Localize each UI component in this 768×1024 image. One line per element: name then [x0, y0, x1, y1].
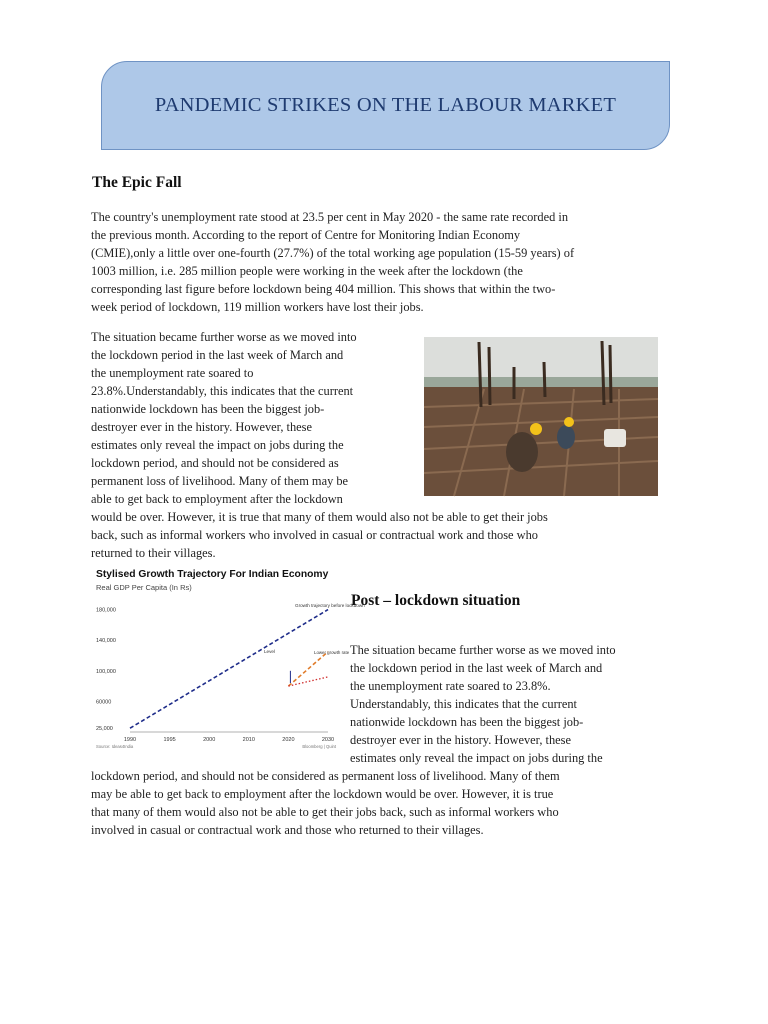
chart-footer-source: Source: Ideas4India: [96, 744, 134, 749]
text-line: destroyer ever in the history. However, these: [91, 420, 312, 434]
paragraph-epic-fall-2: [91, 328, 548, 562]
y-tick-label: 100,000: [96, 668, 116, 675]
text-line: able to get back to employment after the lockdown: [91, 492, 343, 506]
chart-subtitle: Real GDP Per Capita (In Rs): [96, 583, 192, 592]
text-line: estimates only reveal the impact on jobs during the: [91, 438, 344, 452]
growth-trajectory-chart: [92, 566, 365, 752]
chart-title: Stylised Growth Trajectory For Indian Economy: [96, 569, 329, 580]
annotation-lower-growth: Lower growth rate: [314, 650, 350, 655]
x-tick-label: 2000: [203, 737, 216, 743]
text-line: lockdown period, and should not be considered as permanent loss of livelihood. Many of them: [91, 769, 560, 783]
chart-footer-credit: Bloomberg | Quint: [302, 744, 336, 749]
text-line: corresponding last figure before lockdown being 404 million. This shows that within the two-: [91, 282, 556, 296]
section-heading-epic-fall: The Epic Fall: [92, 174, 182, 191]
y-tick-label: 60000: [96, 699, 112, 706]
x-tick-label: 1995: [163, 737, 176, 743]
text-line: (CMIE),only a little over one-fourth (27.7%) of the total working age population (15-59 years) of: [91, 246, 575, 260]
x-tick-label: 1990: [123, 737, 137, 743]
x-tick-label: 2010: [242, 737, 255, 743]
title-banner: [101, 61, 670, 150]
construction-workers-photo: [424, 337, 658, 496]
y-tick-label: 180,000: [96, 607, 116, 614]
text-line: The country's unemployment rate stood at 23.5 per cent in May 2020 - the same rate recorded in: [91, 210, 569, 224]
text-line: that many of them would also not be able to get their jobs back, such as informal workers who: [91, 805, 559, 819]
text-line: The situation became further worse as we moved into: [350, 643, 616, 657]
text-line: Understandably, this indicates that the current: [350, 697, 577, 711]
page-title: PANDEMIC STRIKES ON THE LABOUR MARKET: [154, 94, 617, 116]
y-tick-label: 25,000: [96, 726, 113, 733]
text-line: the unemployment rate soared to: [91, 366, 254, 380]
text-line: would be over. However, it is true that many of them would also not be able to get their jobs: [91, 510, 548, 524]
text-line: week period of lockdown, 119 million workers have lost their jobs.: [91, 300, 424, 314]
x-tick-label: 2030: [321, 737, 335, 743]
text-line: the previous month. According to the report of Centre for Monitoring Indian Economy: [91, 228, 521, 242]
text-line: 23.8%.Understandably, this indicates that the current: [91, 384, 354, 398]
text-line: nationwide lockdown has been the biggest job-: [350, 715, 584, 729]
section-heading-post-lockdown: Post – lockdown situation: [351, 592, 521, 609]
photo-illustration: [424, 337, 658, 496]
text-line: the lockdown period in the last week of March and: [91, 348, 344, 362]
text-line: destroyer ever in the history. However, these: [350, 733, 571, 747]
paragraph-post-lockdown-cont: [91, 767, 691, 839]
series-line: [288, 652, 328, 686]
y-tick-label: 140,000: [96, 638, 116, 645]
annotation-level: Level: [264, 649, 275, 654]
text-line: the lockdown period in the last week of March and: [350, 661, 603, 675]
paragraph-post-lockdown: [350, 641, 680, 767]
series-line: [130, 610, 328, 729]
x-tick-label: 2020: [282, 737, 295, 743]
text-line: lockdown period, and should not be considered as: [91, 456, 339, 470]
text-line: permanent loss of livelihood. Many of them may be: [91, 474, 349, 488]
text-line: estimates only reveal the impact on jobs during the: [350, 751, 603, 765]
text-line: returned to their villages.: [91, 546, 216, 560]
chart-plot: [92, 566, 365, 752]
paragraph-epic-fall-1: [91, 208, 691, 316]
text-line: may be able to get back to employment after the lockdown would be over. However, it is true: [91, 787, 554, 801]
text-line: 1003 million, i.e. 285 million people were working in the week after the lockdown (the: [91, 264, 523, 278]
text-line: back, such as informal workers who involved in casual or contractual work and those who: [91, 528, 538, 542]
text-line: the unemployment rate soared to 23.8%.: [350, 679, 551, 693]
text-line: involved in casual or contractual work and those who returned to their villages.: [91, 823, 484, 837]
annotation-growth-trajectory: Growth trajectory before lockdown: [295, 603, 365, 608]
text-line: nationwide lockdown has been the biggest job-: [91, 402, 325, 416]
text-line: The situation became further worse as we moved into: [91, 330, 357, 344]
